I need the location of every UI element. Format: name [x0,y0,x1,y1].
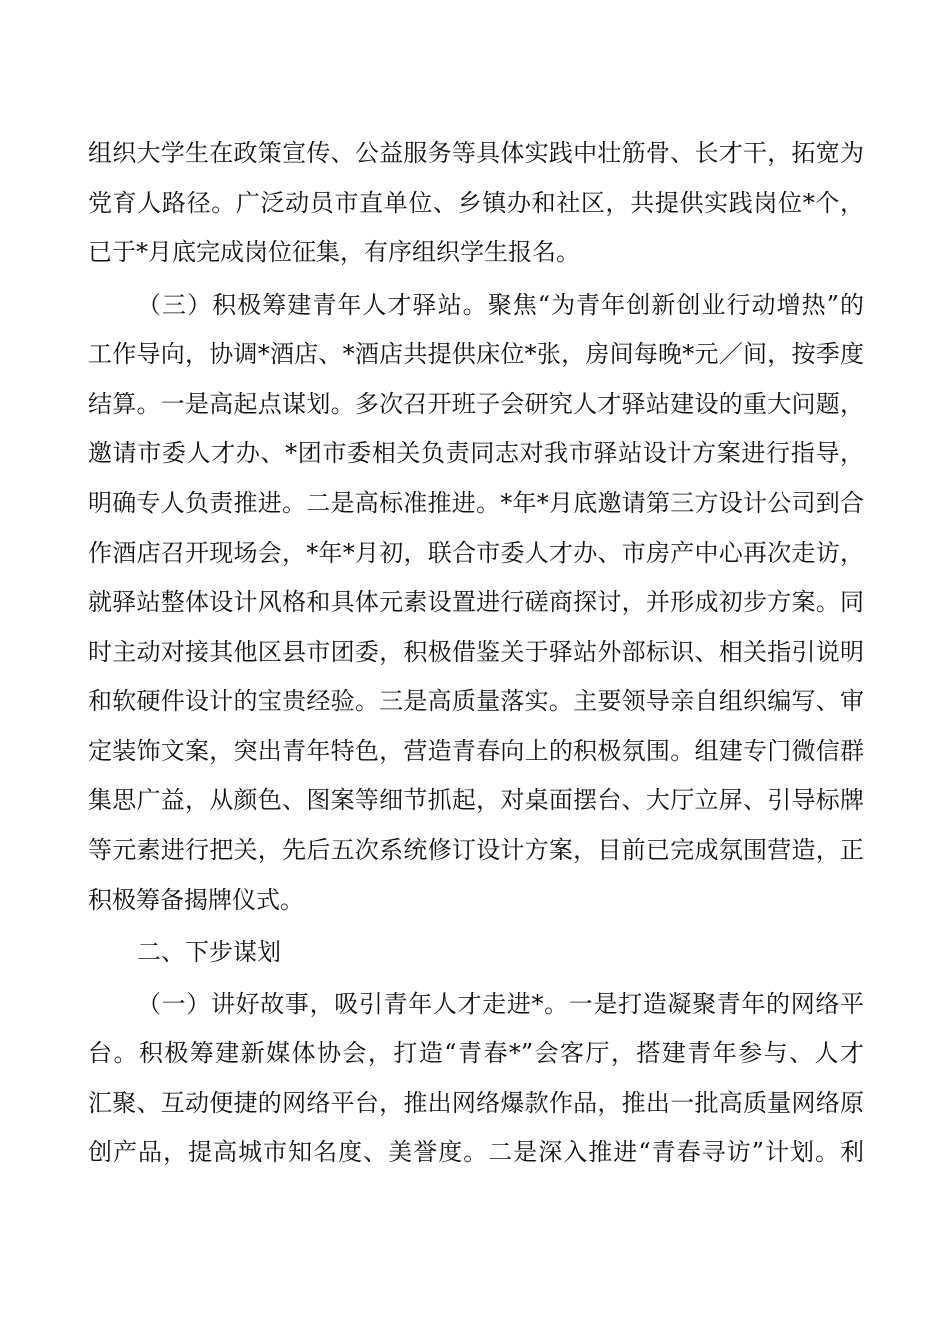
paragraph-line: 和软硬件设计的宝贵经验。三是高质量落实。主要领导亲自组织编写、审 [88,687,864,715]
paragraph-line: 工作导向，协调*酒店、*酒店共提供床位*张，房间每晚*元／间，按季度 [88,340,864,368]
paragraph-line: 党育人路径。广泛动员市直单位、乡镇办和社区，共提供实践岗位*个， [88,189,864,217]
paragraph-line: 已于*月底完成岗位征集，有序组织学生报名。 [88,238,580,266]
paragraph-line: 台。积极筹建新媒体协会，打造“青春*”会客厅，搭建青年参与、人才 [88,1039,864,1067]
paragraph-line: 明确专人负责推进。二是高标准推进。*年*月底邀请第三方设计公司到合 [88,489,864,517]
paragraph-line: 邀请市委人才办、*团市委相关负责同志对我市驿站设计方案进行指导， [88,439,864,467]
paragraph-line: 集思广益，从颜色、图案等细节抓起，对桌面摆台、大厅立屏、引导标牌 [88,786,864,814]
section-title: 二、下步谋划 [137,938,281,966]
paragraph-line: 等元素进行把关，先后五次系统修订设计方案，目前已完成氛围营造，正 [88,836,864,864]
paragraph-line: 定装饰文案，突出青年特色，营造青春向上的积极氛围。组建专门微信群 [88,737,864,765]
paragraph-line: 组织大学生在政策宣传、公益服务等具体实践中壮筋骨、长才干，拓宽为 [88,139,864,167]
paragraph-line: 时主动对接其他区县市团委，积极借鉴关于驿站外部标识、相关指引说明 [88,638,864,666]
section-heading-line: （三）积极筹建青年人才驿站。聚焦“为青年创新创业行动增热”的 [137,291,864,319]
paragraph-line: 就驿站整体设计风格和具体元素设置进行磋商探讨，并形成初步方案。同 [88,588,864,616]
paragraph-line: 创产品，提高城市知名度、美誉度。二是深入推进“青春寻访”计划。利 [88,1138,864,1166]
paragraph-line: 作酒店召开现场会，*年*月初，联合市委人才办、市房产中心再次走访， [88,539,864,567]
section-heading-line: （一）讲好故事，吸引青年人才走进*。一是打造凝聚青年的网络平 [137,990,864,1018]
paragraph-line: 结算。一是高起点谋划。多次召开班子会研究人才驿站建设的重大问题， [88,390,864,418]
paragraph-line: 汇聚、互动便捷的网络平台，推出网络爆款作品，推出一批高质量网络原 [88,1089,864,1117]
paragraph-line: 积极筹备揭牌仪式。 [88,886,304,914]
